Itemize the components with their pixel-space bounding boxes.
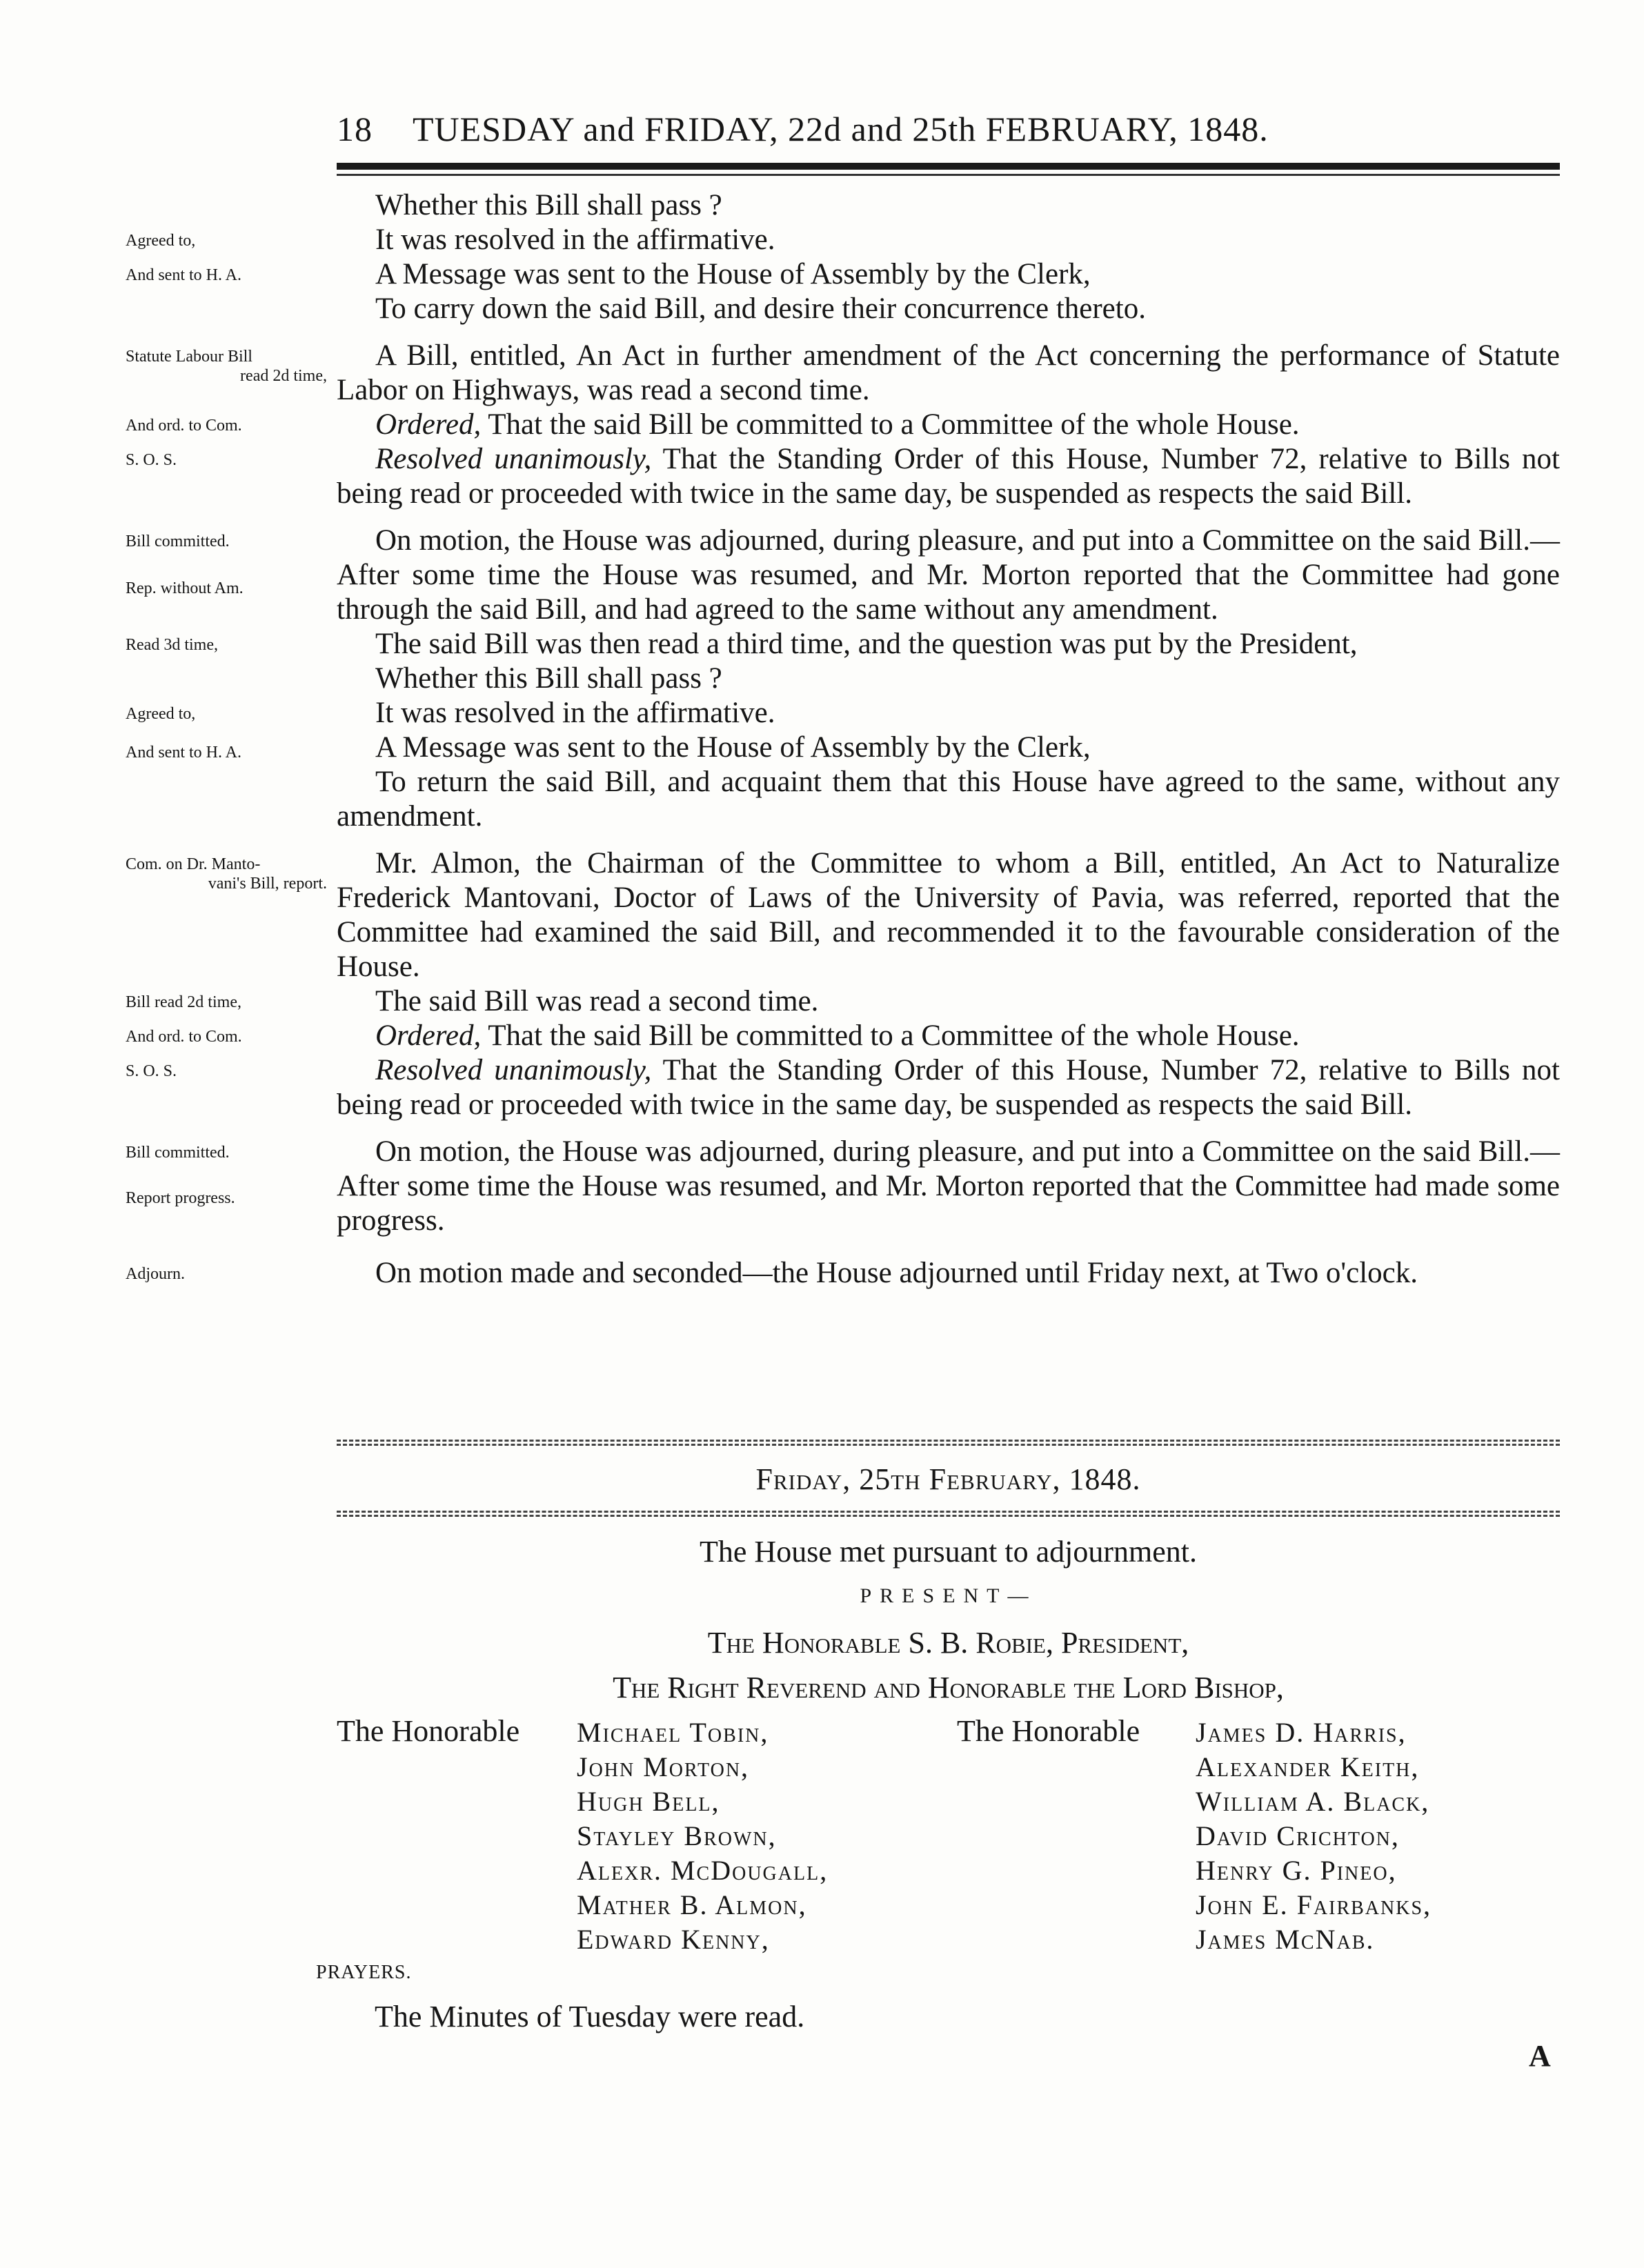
entry-text: To return the said Bill, and acquaint them that this House have agreed to the same, without any amendment. [337,766,1560,833]
entry [126,984,1560,1019]
members-list-left [577,1715,828,1957]
entry [337,765,1560,834]
entry-text [337,1053,1560,1122]
header-rule-thick [337,163,1560,170]
entry [126,1256,1560,1291]
margin-note: Rep. without Am. [126,579,244,597]
entry [126,223,1560,257]
honorable-label-left: The Honorable [337,1714,520,1748]
member-name: John E. Fairbanks, [1196,1889,1432,1920]
member-name: David Crichton, [1196,1820,1400,1851]
margin-note: Agreed to, [126,705,196,723]
section-divider [337,1444,1560,1446]
entry-text: The said Bill was then read a third time, and the question was put by the President, [375,628,1358,660]
president-line: The Honorable S. B. Robie, President, [707,1626,1189,1660]
entry [126,696,1560,730]
entry [126,339,1560,408]
entry-text: It was resolved in the affirmative. [375,697,775,729]
member-name: William A. Black, [1196,1786,1430,1817]
entry [126,1019,1560,1053]
section-divider [337,1511,1560,1513]
section-title: Friday, 25th February, 1848. [755,1462,1141,1496]
member-name: Hugh Bell, [577,1786,720,1817]
entry [126,442,1560,511]
entry-text [337,408,1560,442]
honorable-label-right: The Honorable [957,1714,1140,1748]
entry-text: On motion, the House was adjourned, during pleasure, and put into a Committee on the said Bill.—After some time the House was resumed, and Mr. Morton reported that the Committee had made some progress. [337,1135,1560,1237]
margin-note: Agreed to, [126,232,196,250]
member-name: John Morton, [577,1751,750,1782]
entry-text: A Bill, entitled, An Act in further amendment of the Act concerning the performance of Statute Labor on Highways, was read a second time. [337,339,1560,406]
entry [126,524,1560,627]
entry-text: Mr. Almon, the Chairman of the Committee to whom a Bill, entitled, An Act to Naturalize Frederick Mantovani, Doctor of Laws of the University of Pavia, was referred, reported that the Committee had examined the said Bill, and recommended it to the favourable consideration of the House. [337,847,1560,983]
proceedings-body [126,188,1560,1291]
entry [337,188,1560,223]
house-met-line: The House met pursuant to adjournment. [700,1535,1197,1569]
margin-note: Bill committed. [126,1144,230,1162]
member-name: James D. Harris, [1196,1717,1407,1748]
member-name: Michael Tobin, [577,1717,769,1748]
margin-note: Read 3d time, [126,636,218,654]
header-title: TUESDAY and FRIDAY, 22d and 25th FEBRUARY, 1848. [413,110,1269,148]
member-name: Alexr. McDougall, [577,1855,829,1886]
margin-note [126,347,327,386]
entry-rest: That the Standing Order of this House, Number 72, relative to Bills not being read or proceeded with twice in the same day, be suspended as respects the said Bill. [337,1054,1560,1121]
entry-italic: Resolved unanimously, [375,1054,652,1086]
margin-note: And ord. to Com. [126,417,242,435]
entry-text: Whether this Bill shall pass ? [375,189,722,221]
section-divider [337,1440,1560,1442]
margin-note: S. O. S. [126,1062,177,1080]
entry [126,1053,1560,1122]
entry-text: To carry down the said Bill, and desire their concurrence thereto. [375,292,1146,325]
members-list-right [1196,1715,1432,1957]
margin-note: S. O. S. [126,451,177,469]
entry-text: A Message was sent to the House of Assembly by the Clerk, [375,258,1091,290]
entry [126,846,1560,984]
entry-italic: Ordered, [375,408,482,441]
entry-rest: That the said Bill be committed to a Committee of the whole House. [481,408,1300,441]
margin-note-line: read 2d time, [240,367,327,385]
margin-note: Bill read 2d time, [126,993,241,1011]
entry [126,627,1560,662]
margin-note-line: vani's Bill, report. [208,875,327,893]
entry [126,1135,1560,1238]
header-rule-thin [337,174,1560,176]
entry-rest: That the Standing Order of this House, Number 72, relative to Bills not being read or proceeded with twice in the same day, be suspended as respects the said Bill. [337,443,1560,510]
margin-note: Report progress. [126,1189,235,1207]
page-header [337,109,1558,149]
margin-note: And sent to H. A. [126,266,241,284]
entry [337,292,1560,326]
member-name: James McNab. [1196,1924,1375,1955]
entry-rest: That the said Bill be committed to a Committee of the whole House. [481,1019,1300,1052]
entry [337,662,1560,696]
margin-note: Adjourn. [126,1265,185,1283]
margin-note: And sent to H. A. [126,744,241,762]
member-name: Mather B. Almon, [577,1889,807,1920]
entry-text: Whether this Bill shall pass ? [375,662,722,695]
entry-text: On motion made and seconded—the House adjourned until Friday next, at Two o'clock. [375,1257,1418,1289]
entry [126,408,1560,442]
entry-text: The said Bill was read a second time. [375,985,819,1017]
entry-italic: Ordered, [375,1019,482,1052]
margin-note-line: Com. on Dr. Manto- [126,855,261,873]
entry-text [337,442,1560,511]
entry-text: A Message was sent to the House of Assembly by the Clerk, [375,731,1091,764]
member-name: Edward Kenny, [577,1924,770,1955]
margin-note: And ord. to Com. [126,1028,242,1046]
margin-note: Bill committed. [126,533,230,550]
entry [126,730,1560,765]
entry-text [337,1019,1560,1053]
entry-italic: Resolved unanimously, [375,443,652,475]
margin-note [126,855,327,893]
member-name: Alexander Keith, [1196,1751,1420,1782]
page-number: 18 [337,110,373,148]
entry-text: It was resolved in the affirmative. [375,223,775,256]
member-name: Henry G. Pineo, [1196,1855,1397,1886]
margin-note-line: Statute Labour Bill [126,348,252,366]
minutes-line: The Minutes of Tuesday were read. [375,2000,805,2033]
entry-text: On motion, the House was adjourned, during pleasure, and put into a Committee on the said Bill.—After some time the House was resumed, and Mr. Morton reported that the Committee had gone through the said Bill, and had agreed to the same without any amendment. [337,524,1560,626]
section-divider [337,1515,1560,1517]
member-name: Stayley Brown, [577,1820,777,1851]
prayers-note: PRAYERS. [316,1962,412,1983]
entry [126,257,1560,292]
catchword: A [1529,2039,1551,2073]
present-heading: PRESENT— [860,1584,1037,1607]
bishop-line: The Right Reverend and Honorable the Lord Bishop, [613,1671,1284,1704]
